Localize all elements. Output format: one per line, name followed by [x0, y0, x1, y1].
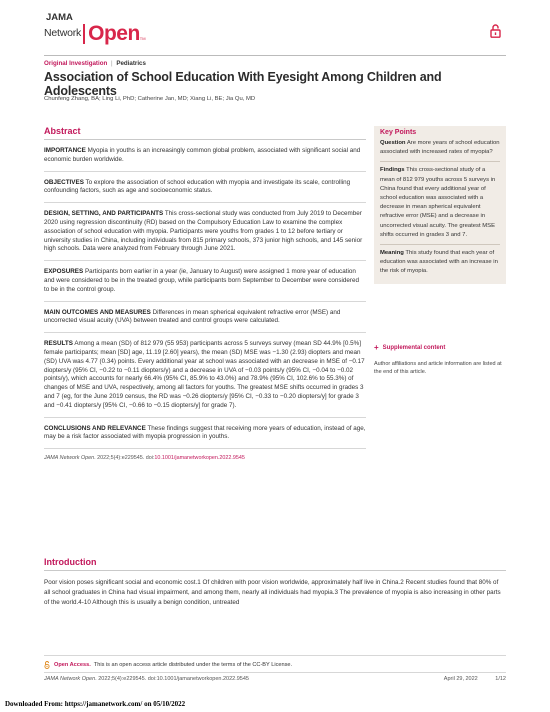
- key-points-meaning: [380, 249, 500, 277]
- plus-icon: +: [374, 343, 379, 352]
- article-title: Association of School Education With Eyesight Among Children and Adolescents: [44, 70, 442, 98]
- section-divider: [44, 417, 366, 418]
- footer-divider: [44, 672, 506, 673]
- abstract-outcomes: [44, 309, 366, 327]
- footer-journal: JAMA Network Open: [44, 676, 96, 682]
- section-label: EXPOSURES: [44, 268, 84, 276]
- section-divider: [44, 171, 366, 172]
- kp-text: This cross-sectional study of a mean of 812 979 youths across 5 surveys in China found that every additional year of school education was associated with a decrease in mean spherical equivalent refractive error (MSE) and a decrease in uncorrected visual acuity. The greatest MSE shifts occurred in grades 3 and 7.: [380, 167, 496, 238]
- kicker-separator: |: [111, 60, 113, 67]
- logo-row: [44, 24, 146, 44]
- logo-open: Open: [88, 22, 140, 45]
- key-points-findings: [380, 166, 500, 240]
- abstract-design: [44, 210, 366, 254]
- open-lock-icon: [490, 24, 501, 38]
- kp-label: Findings: [380, 167, 405, 174]
- logo-tm: TM: [139, 35, 146, 41]
- abstract-importance: [44, 147, 366, 165]
- author-list: Chunfeng Zhang, BA; Ling Li, PhD; Catherine Jan, MD; Xiang Li, BE; Jia Qu, MD: [44, 96, 256, 102]
- section-divider: [44, 202, 366, 203]
- article-type-link[interactable]: Original Investigation: [44, 60, 108, 67]
- page-number: 1/12: [495, 676, 506, 682]
- footer-citation: [44, 676, 249, 682]
- kp-label: Meaning: [380, 250, 404, 257]
- logo-open-box: [83, 24, 145, 44]
- open-access-note: [44, 661, 292, 669]
- article-topic[interactable]: Pediatrics: [116, 60, 146, 67]
- article-kicker: [44, 60, 146, 67]
- author-affiliations-note: Author affiliations and article information are listed at the end of this article.: [374, 361, 502, 375]
- logo-jama: JAMA: [46, 12, 73, 23]
- section-label: OBJECTIVES: [44, 178, 84, 186]
- section-divider: [44, 301, 366, 302]
- publication-date: April 29, 2022: [443, 676, 478, 682]
- footer-meta: [428, 676, 506, 682]
- introduction-heading: Introduction: [44, 557, 506, 571]
- footer-journal-details: . 2022;5(4):e229545. doi:10.1001/jamanetworkopen.2022.9545: [95, 676, 249, 682]
- open-access-icon: [44, 661, 50, 669]
- abstract-results: [44, 340, 366, 410]
- header-divider: [44, 55, 506, 56]
- citation-doi-link[interactable]: 10.1001/jamanetworkopen.2022.9545: [154, 455, 245, 462]
- open-access-label: Open Access.: [54, 662, 91, 668]
- kp-text: This study found that each year of education was associated with an increase in the risk of myopia.: [380, 250, 498, 275]
- kp-label: Question: [380, 140, 406, 146]
- section-label: DESIGN, SETTING, AND PARTICIPANTS: [44, 210, 164, 218]
- supplemental-label: Supplemental content: [382, 345, 446, 351]
- section-divider: [44, 260, 366, 261]
- section-divider: [44, 448, 366, 449]
- key-points-question: [380, 139, 500, 157]
- journal-logo[interactable]: [44, 13, 146, 44]
- section-label: IMPORTANCE: [44, 147, 86, 154]
- kp-text: Are more years of school education associated with increased rates of myopia?: [380, 140, 500, 156]
- section-text: Participants born earlier in a year (ie, January to August) were assigned 1 more year of education and were considered to be in the treated group, while participants born September to December were considered to be in the control group.: [44, 268, 360, 293]
- abstract-heading: Abstract: [44, 126, 366, 140]
- section-text: This cross-sectional study was conducted from July 2019 to December 2020 using regression discontinuity (RD) based on the Compulsory Education Law to examine the complex association of school education with myopia. Participants were youths from grades 1 to 12 before tertiary or university studies in China, including individuals from 815 primary schools, 373 junior high schools, and 145 senior high schools. Data were analyzed from February through June 2021.: [44, 210, 363, 253]
- section-text: Among a mean (SD) of 812 979 (55 953) participants across 5 surveys survey (mean SD 44.9% [0.5%] female participants; mean [SD] age, 11.19 [2.60] years), the mean (SD) MSE was −1.30 (2.93) diopters and mean (SD) UVA was 4.77 (0.34) points. Every additional year at school was associated with an decrease in MSE of −0.17 diopters/y (95% CI, −0.22 to −0.11 diopters/y) and a decrease in UVA of −0.03 points/y (95% CI, −0.04 to −0.02 points/y), which accounts for nearly 66.4% (95% CI, 85.9% to 43.0%) and 78.9% (95% CI, 102.6% to 55.3%) of changes of MSE and UVA, respectively, among all factors for youths. The greatest MSE shifts occurred in grades 3 and 7 (eg, for the June 2019 census, the RD was −0.26 diopters/y [95% CI, −0.33 to −0.20 diopters/y] for grade 3 and −0.41 diopters/y [95% CI, −0.66 to −0.15 diopters/y] for grade 7).: [44, 340, 365, 409]
- section-label: RESULTS: [44, 340, 73, 348]
- open-access-divider: [44, 655, 506, 656]
- section-divider: [44, 332, 366, 333]
- section-text: To explore the association of school education with myopia and investigate its scale, controlling confounding factors, such as age and socioeconomic status.: [44, 178, 351, 195]
- abstract-citation: [44, 455, 366, 461]
- introduction-text: Poor vision poses significant social and economic cost.1 Of children with poor vision worldwide, approximately half live in China.2 Recent studies found that 80% of all school graduates in China had visual impairment, and among them, nearly all individuals had myopia.3 The prevalence of myopia is also increasing in other parts of the world.4-10 Although this is usually a benign condition, untreated: [44, 579, 501, 606]
- logo-network: Network: [44, 27, 82, 40]
- open-access-license-text[interactable]: This is an open access article distributed under the terms of the CC-BY License.: [93, 662, 293, 668]
- kp-divider: [380, 161, 500, 162]
- supplemental-content-link[interactable]: [374, 344, 445, 352]
- download-stamp: Downloaded From: https://jamanetwork.com/ on 05/10/2022: [5, 700, 186, 708]
- citation-details: . 2022;5(4):e229545. doi:: [94, 455, 155, 462]
- abstract-objectives: [44, 179, 366, 197]
- section-text: Differences in mean spherical equivalent refractive error (MSE) and uncorrected visual acuity (UVA) between treated and control groups were calculated.: [44, 308, 341, 325]
- key-points-heading: Key Points: [380, 129, 417, 136]
- section-label: MAIN OUTCOMES AND MEASURES: [44, 308, 151, 316]
- abstract-exposures: [44, 268, 366, 294]
- section-label: CONCLUSIONS AND RELEVANCE: [44, 424, 146, 432]
- citation-journal: JAMA Network Open: [44, 455, 95, 462]
- abstract: [44, 126, 366, 461]
- section-text: These findings suggest that receiving more years of education, instead of age, may be a risk factor associated with myopia progression in youths.: [44, 424, 366, 441]
- section-text: Myopia in youths is an increasingly common global problem, associated with significant social and economic burden worldwide.: [44, 147, 361, 163]
- abstract-conclusions: [44, 425, 366, 443]
- key-points-box: [374, 126, 506, 284]
- kp-divider: [380, 244, 500, 245]
